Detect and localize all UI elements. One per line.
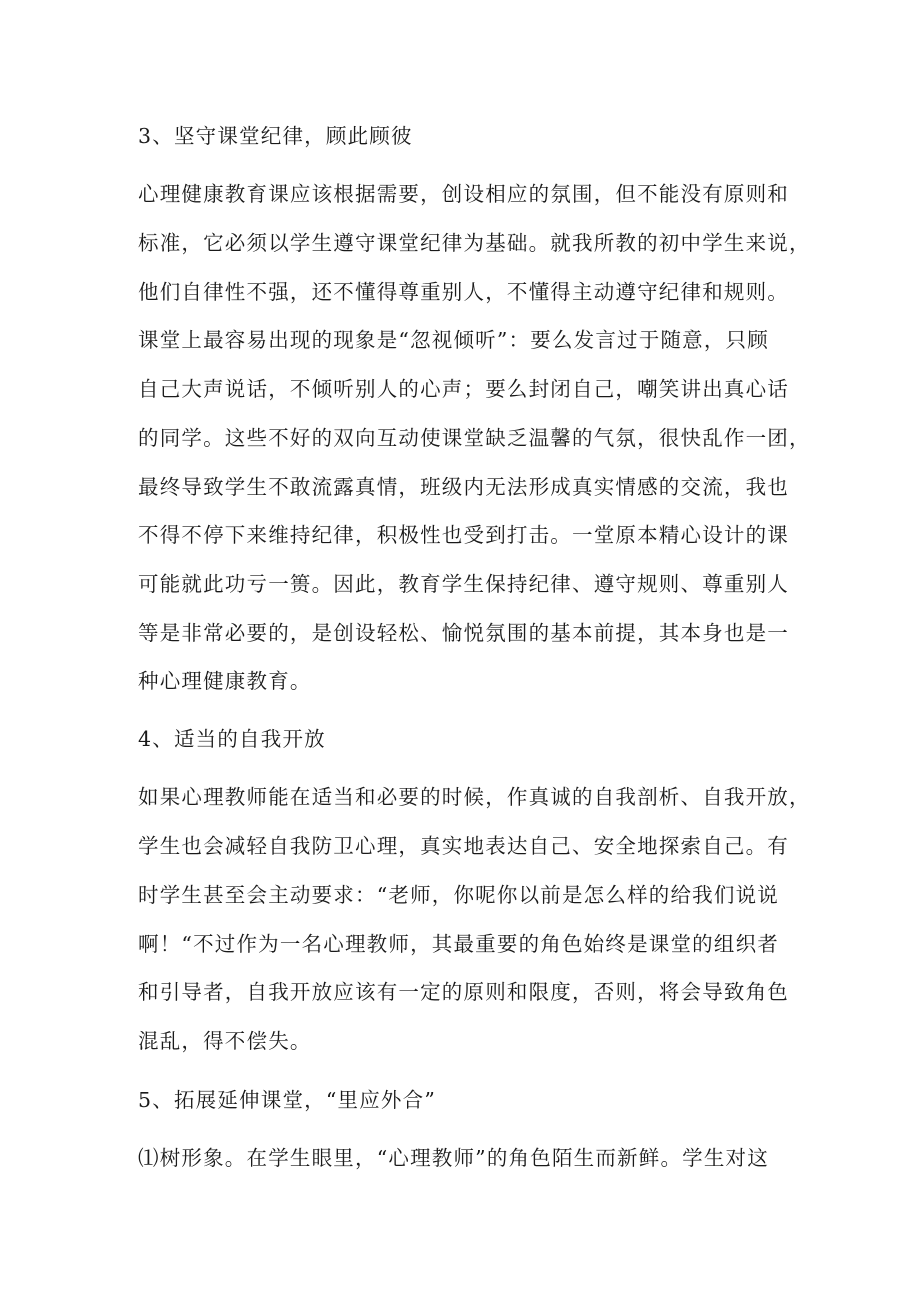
paragraph-line: 的同学。这些不好的双向互动使课堂缺乏温馨的气氛，很快乱作一团， <box>138 426 811 450</box>
paragraph-line: 标准，它必须以学生遵守课堂纪律为基础。就我所教的初中学生来说， <box>138 231 811 255</box>
paragraph-line: 混乱，得不偿失。 <box>138 1029 312 1053</box>
section-5-heading: 5、拓展延伸课堂，“里应外合” <box>138 1088 437 1112</box>
paragraph-line: 课堂上最容易出现的现象是“忽视倾听”：要么发言过于随意，只顾 <box>138 328 769 352</box>
paragraph-line: 自己大声说话，不倾听别人的心声；要么封闭自己，嘲笑讲出真心话 <box>138 377 789 401</box>
paragraph-line: 时学生甚至会主动要求：“老师，你呢你以前是怎么样的给我们说说 <box>138 883 779 907</box>
paragraph-line: 学生也会减轻自我防卫心理，真实地表达自己、安全地探索自己。有 <box>138 834 789 858</box>
paragraph-line: 和引导者，自我开放应该有一定的原则和限度，否则，将会导致角色 <box>138 980 789 1004</box>
paragraph-line: 种心理健康教育。 <box>138 669 312 693</box>
section-3-heading: 3、坚守课堂纪律，顾此顾彼 <box>138 124 413 148</box>
paragraph-line: 可能就此功亏一篑。因此，教育学生保持纪律、遵守规则、尊重别人 <box>138 572 789 596</box>
paragraph-line: 如果心理教师能在适当和必要的时候，作真诚的自我剖析、自我开放， <box>138 785 811 809</box>
paragraph-line: 最终导致学生不敢流露真情，班级内无法形成真实情感的交流，我也 <box>138 475 789 499</box>
paragraph-line: 他们自律性不强，还不懂得尊重别人，不懂得主动遵守纪律和规则。 <box>138 280 789 304</box>
section-4-heading: 4、适当的自我开放 <box>138 727 326 751</box>
paragraph-line: 不得不停下来维持纪律，积极性也受到打击。一堂原本精心设计的课 <box>138 523 789 547</box>
paragraph-line: 啊！“不过作为一名心理教师，其最重要的角色始终是课堂的组织者 <box>138 932 779 956</box>
paragraph-line: ⑴树形象。在学生眼里，“心理教师”的角色陌生而新鲜。学生对这 <box>138 1146 769 1170</box>
paragraph-line: 等是非常必要的，是创设轻松、愉悦氛围的基本前提，其本身也是一 <box>138 621 789 645</box>
paragraph-line: 心理健康教育课应该根据需要，创设相应的氛围，但不能没有原则和 <box>138 182 789 206</box>
